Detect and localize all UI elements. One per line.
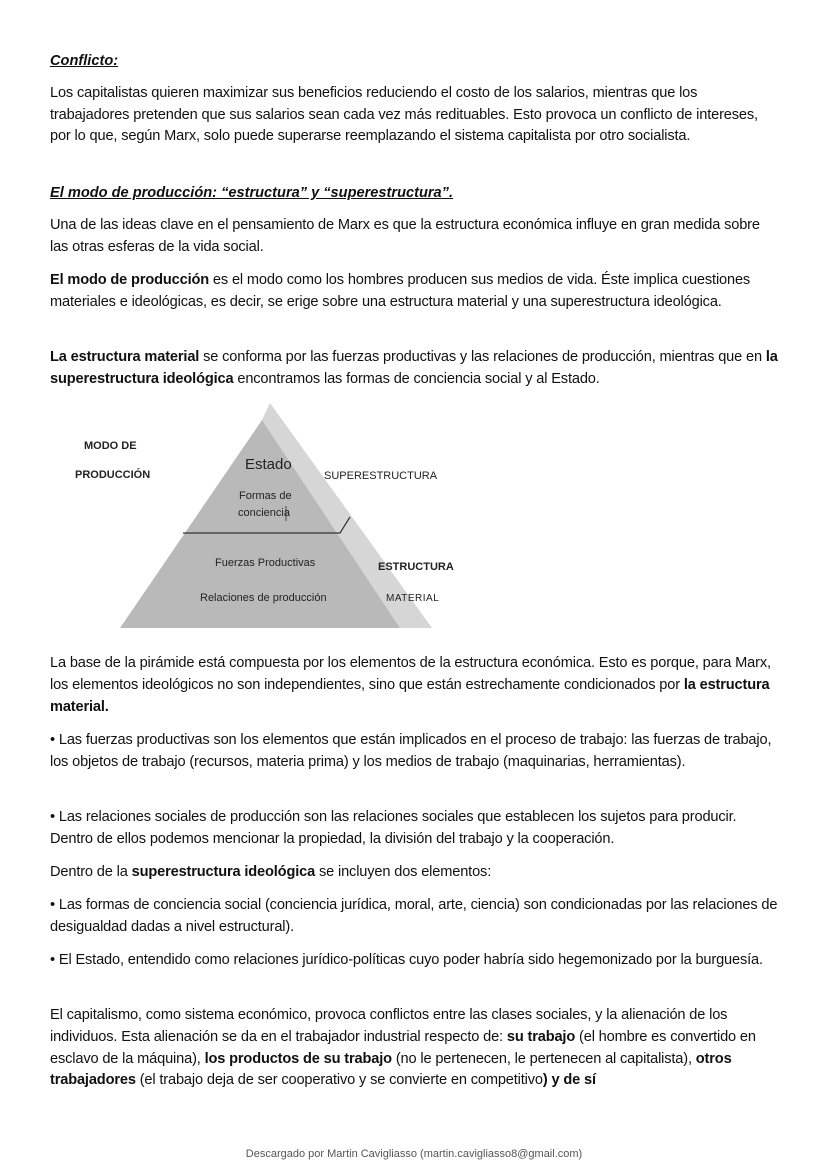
alienacion-paragraph bbox=[50, 1005, 780, 1092]
alien-b1: su trabajo bbox=[506, 1028, 576, 1045]
conflicto-section bbox=[50, 51, 780, 148]
modo-p2-text: es el modo como los hombres producen sus medios de vida. Éste implica cuestiones materiales e ideológicas, es decir, se erige sobre una estructura material y una superestructura ideológica. bbox=[50, 272, 751, 310]
super-intro bbox=[50, 862, 780, 884]
base-p1-block bbox=[50, 653, 780, 718]
p3-mid: se conforma por las fuerzas productivas y las relaciones de producción, mientras que en bbox=[199, 349, 766, 365]
modo-bold-term: El modo de producción bbox=[50, 272, 210, 288]
label-conciencia: conciencia bbox=[238, 507, 290, 519]
super-intro-pre: Dentro de la bbox=[50, 864, 132, 880]
p3-end: encontramos las formas de conciencia social y al Estado. bbox=[233, 370, 600, 387]
modo-paragraph-1: Una de las ideas clave en el pensamiento de Marx es que la estructura económica influye en gran medida sobre las otras esferas de la vida social. bbox=[50, 217, 760, 255]
super-intro-bold: superestructura ideológica bbox=[131, 864, 316, 880]
base-bullet2-block bbox=[50, 807, 780, 851]
alien-t1: El capitalismo, como sistema económico, provoca conflictos entre las clases sociales, y la alienación de los individuos. Esta alienación se da en el trabajador industrial respecto de: bbox=[50, 1007, 728, 1045]
modo-p3-block bbox=[50, 347, 780, 391]
modo-p2-block bbox=[50, 270, 780, 314]
super-bullet1-block bbox=[50, 895, 780, 939]
alien-t3: (no le pertenecen, le pertenecen al capitalista), bbox=[391, 1050, 696, 1067]
alienacion-block bbox=[50, 1005, 780, 1092]
base-bold: la estructura material. bbox=[50, 676, 770, 715]
conflicto-heading: Conflicto: bbox=[50, 53, 119, 69]
modo-heading: El modo de producción: “estructura” y “superestructura”. bbox=[50, 185, 454, 201]
base-paragraph bbox=[50, 653, 780, 718]
alien-t2: (el hombre es convertido en esclavo de la máquina), bbox=[50, 1028, 756, 1067]
label-material: MATERIAL bbox=[386, 593, 440, 604]
bullet-estado: • El Estado, entendido como relaciones jurídico-políticas cuyo poder habría sido hegemonizado por la burguesía. bbox=[50, 952, 763, 968]
alien-b4: ) y de sí bbox=[542, 1072, 596, 1089]
alien-b3: otros trabajadores bbox=[50, 1050, 732, 1089]
bullet-fuerzas-productivas: • Las fuerzas productivas son los elementos que están implicados en el proceso de trabajo: las fuerzas de trabajo, los objetos de trabajo (recursos, materia prima) y los medios de trabajo (maquinarias, herramientas). bbox=[50, 732, 772, 770]
download-footer: Descargado por Martin Cavigliasso (martin.cavigliasso8@gmail.com) bbox=[245, 1148, 583, 1160]
label-formas-de: Formas de bbox=[239, 490, 292, 502]
label-relaciones-produccion: Relaciones de producción bbox=[200, 592, 327, 604]
label-estado: Estado bbox=[245, 456, 292, 473]
superestructura-term: la superestructura ideológica bbox=[50, 349, 778, 387]
modo-p1-block bbox=[50, 215, 780, 259]
super-intro-block bbox=[50, 862, 780, 884]
label-superestructura: SUPERESTRUCTURA bbox=[324, 470, 438, 482]
modo-section bbox=[50, 183, 780, 205]
pyramid-diagram bbox=[60, 398, 480, 638]
conflicto-paragraph: Los capitalistas quieren maximizar sus beneficios reduciendo el costo de los salarios, mientras que los trabajadores pretenden que sus salarios sean cada vez más redituables. Esto provoca un conflicto de intereses, por lo que, según Marx, solo puede superarse reemplazando el sistema capitalista por otro socialista. bbox=[50, 84, 758, 145]
base-text: La base de la pirámide está compuesta por los elementos de la estructura económica. Esto es porque, para Marx, los elementos ideológicos no son independientes, sino que están estrechamente condicionados por bbox=[50, 655, 771, 693]
modo-paragraph-2 bbox=[50, 270, 780, 314]
label-estructura: ESTRUCTURA bbox=[378, 561, 454, 573]
base-bullet1-block bbox=[50, 730, 780, 774]
alien-t4: (el trabajo deja de ser cooperativo y se convierte en competitivo bbox=[135, 1072, 543, 1089]
alien-b2: los productos de su trabajo bbox=[204, 1050, 392, 1067]
modo-paragraph-3 bbox=[50, 347, 780, 391]
label-fuerzas-productivas: Fuerzas Productivas bbox=[215, 557, 316, 569]
label-modo-de: MODO DE bbox=[84, 440, 137, 452]
bullet-formas-conciencia: • Las formas de conciencia social (conciencia jurídica, moral, arte, ciencia) son condicionadas por las relaciones de desigualdad dadas a nivel estructural). bbox=[50, 897, 778, 935]
bullet-relaciones-sociales: • Las relaciones sociales de producción son las relaciones sociales que establecen los sujetos para producir. Dentro de ellos podemos mencionar la propiedad, la división del trabajo y la cooperación. bbox=[50, 809, 737, 847]
super-bullet2-block bbox=[50, 950, 780, 972]
super-intro-post: se incluyen dos elementos: bbox=[315, 864, 492, 880]
label-produccion: PRODUCCIÓN bbox=[75, 469, 151, 481]
estructura-material-term: La estructura material bbox=[50, 349, 200, 365]
